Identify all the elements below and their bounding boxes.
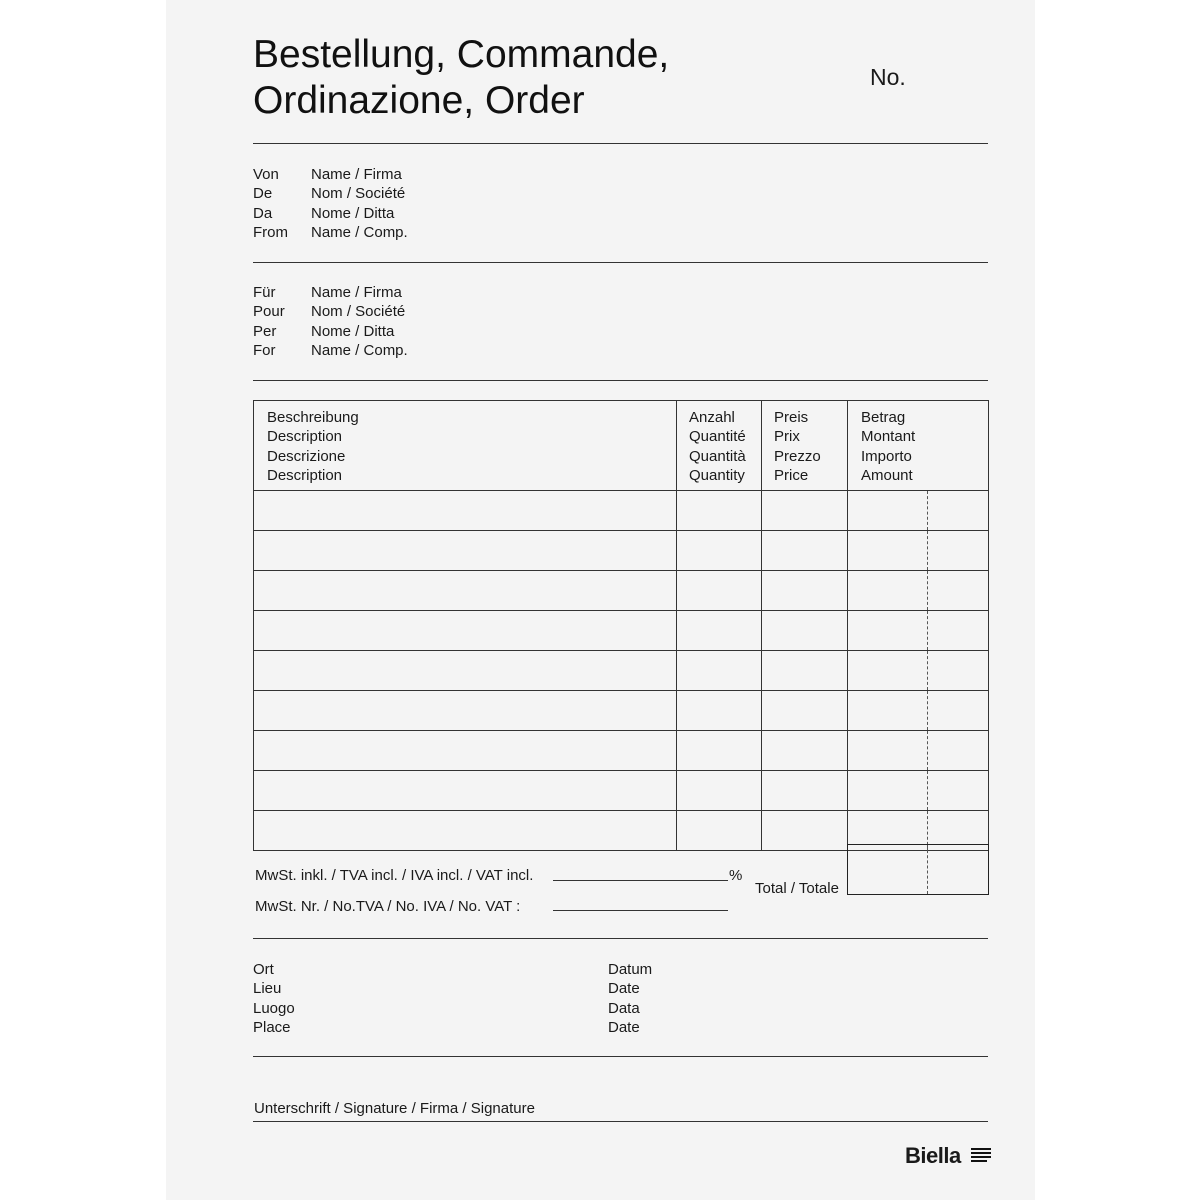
quantity-cell[interactable] <box>677 771 762 811</box>
amount-cell[interactable] <box>848 571 989 611</box>
percent-sign: % <box>729 867 743 884</box>
place-label: Ort <box>253 961 274 978</box>
place-label: Lieu <box>253 980 282 998</box>
quantity-cell[interactable] <box>677 691 762 731</box>
description-cell[interactable] <box>254 531 677 571</box>
to-field: Name / Comp. <box>311 341 408 359</box>
vat-percent-field[interactable] <box>553 880 728 881</box>
brand-lines-icon <box>971 1148 991 1164</box>
date-labels[interactable] <box>608 960 652 1037</box>
price-cell[interactable] <box>762 731 848 771</box>
column-header-price: Preis Prix Prezzo Price <box>762 401 848 491</box>
divider <box>253 380 988 381</box>
to-fields[interactable] <box>311 283 408 360</box>
total-field[interactable] <box>847 844 989 895</box>
table-row <box>254 731 989 771</box>
price-cell[interactable] <box>762 611 848 651</box>
price-cell[interactable] <box>762 571 848 611</box>
date-label: Date <box>608 1018 640 1036</box>
place-label: Luogo <box>253 999 295 1017</box>
to-label: Per <box>253 322 277 340</box>
description-cell[interactable] <box>254 571 677 611</box>
amount-cell[interactable] <box>848 611 989 651</box>
from-label: From <box>253 223 288 241</box>
quantity-cell[interactable] <box>677 531 762 571</box>
quantity-cell[interactable] <box>677 611 762 651</box>
from-labels <box>253 165 288 242</box>
from-field: Name / Comp. <box>311 223 408 241</box>
form-title <box>253 32 669 124</box>
table-header-row <box>254 401 989 491</box>
quantity-cell[interactable] <box>677 811 762 851</box>
vat-number-field[interactable] <box>553 910 728 911</box>
column-header-description: Beschreibung Description Descrizione Description <box>254 401 677 491</box>
quantity-cell[interactable] <box>677 731 762 771</box>
description-cell[interactable] <box>254 611 677 651</box>
table-row <box>254 571 989 611</box>
table-row <box>254 651 989 691</box>
title-line-2: Ordinazione, Order <box>253 79 585 122</box>
table-row <box>254 531 989 571</box>
to-labels <box>253 283 285 360</box>
amount-cell[interactable] <box>848 771 989 811</box>
description-cell[interactable] <box>254 811 677 851</box>
place-label: Place <box>253 1018 291 1036</box>
description-cell[interactable] <box>254 491 677 531</box>
price-cell[interactable] <box>762 491 848 531</box>
amount-cell[interactable] <box>848 651 989 691</box>
table-row <box>254 611 989 651</box>
table-row <box>254 771 989 811</box>
to-field: Name / Firma <box>311 284 402 301</box>
to-label: Für <box>253 284 276 301</box>
divider <box>253 143 988 144</box>
title-line-1: Bestellung, Commande, <box>253 33 670 76</box>
from-label: Von <box>253 166 279 183</box>
description-cell[interactable] <box>254 731 677 771</box>
from-field: Name / Firma <box>311 166 402 183</box>
order-number-label: No. <box>870 64 906 90</box>
items-table <box>253 400 989 851</box>
date-label: Date <box>608 980 640 998</box>
divider <box>253 938 988 939</box>
place-labels[interactable] <box>253 960 295 1037</box>
quantity-cell[interactable] <box>677 651 762 691</box>
description-cell[interactable] <box>254 651 677 691</box>
price-cell[interactable] <box>762 531 848 571</box>
amount-cell[interactable] <box>848 691 989 731</box>
brand-logo: Biella <box>905 1143 961 1168</box>
table-row <box>254 491 989 531</box>
table-row <box>254 691 989 731</box>
price-cell[interactable] <box>762 651 848 691</box>
date-label: Datum <box>608 961 653 978</box>
divider <box>253 262 988 263</box>
to-field: Nom / Société <box>311 303 406 321</box>
total-label: Total / Totale <box>755 880 839 897</box>
price-cell[interactable] <box>762 691 848 731</box>
price-cell[interactable] <box>762 771 848 811</box>
to-field: Nome / Ditta <box>311 322 395 340</box>
price-cell[interactable] <box>762 811 848 851</box>
vat-included-label: MwSt. inkl. / TVA incl. / IVA incl. / VAT incl. <box>255 867 534 884</box>
date-label: Data <box>608 999 640 1017</box>
amount-cell[interactable] <box>848 731 989 771</box>
signature-label: Unterschrift / Signature / Firma / Signature <box>254 1100 535 1117</box>
from-field: Nom / Société <box>311 185 406 203</box>
to-label: Pour <box>253 303 285 321</box>
amount-cell[interactable] <box>848 531 989 571</box>
from-label: Da <box>253 204 273 222</box>
from-label: De <box>253 185 273 203</box>
quantity-cell[interactable] <box>677 571 762 611</box>
quantity-cell[interactable] <box>677 491 762 531</box>
from-field: Nome / Ditta <box>311 204 395 222</box>
divider <box>253 1056 988 1057</box>
description-cell[interactable] <box>254 691 677 731</box>
description-cell[interactable] <box>254 771 677 811</box>
to-label: For <box>253 341 276 359</box>
signature-field[interactable] <box>253 1121 988 1122</box>
amount-cell[interactable] <box>848 491 989 531</box>
from-fields[interactable] <box>311 165 408 242</box>
column-header-quantity: Anzahl Quantité Quantità Quantity <box>677 401 762 491</box>
vat-number-label: MwSt. Nr. / No.TVA / No. IVA / No. VAT : <box>255 898 521 915</box>
column-header-amount: Betrag Montant Importo Amount <box>848 401 989 491</box>
